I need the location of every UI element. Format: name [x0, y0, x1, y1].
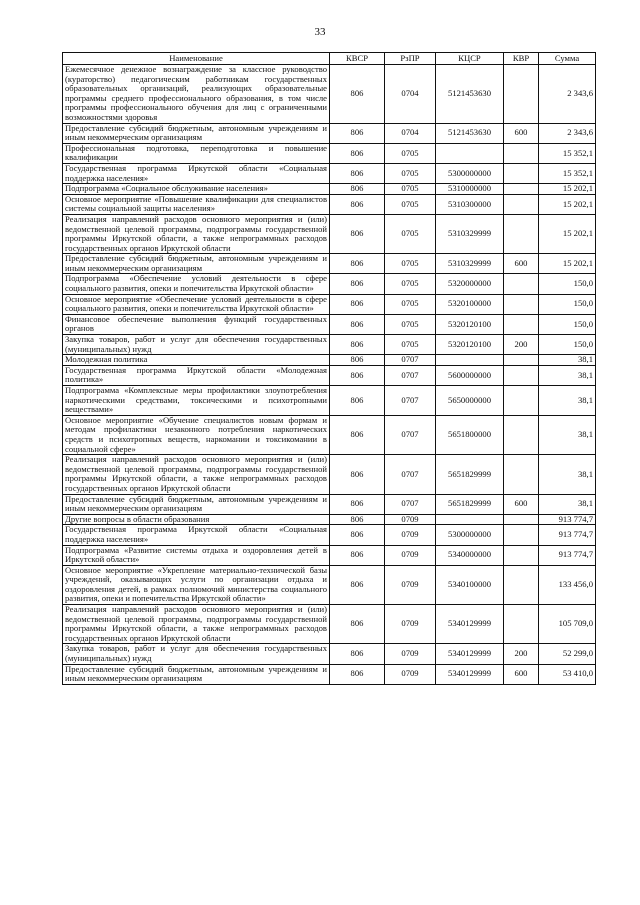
- kcsr-cell: 5650000000: [436, 386, 504, 416]
- rzpr-cell: 0705: [385, 184, 436, 195]
- table-row: [63, 545, 596, 565]
- header-name: Наименование: [63, 53, 330, 65]
- header-sum: Сумма: [539, 53, 596, 65]
- row-name-cell: Молодежная политика: [63, 355, 330, 366]
- kvsr-cell: 806: [330, 184, 385, 195]
- header-rzpr: РзПР: [385, 53, 436, 65]
- rzpr-cell: 0705: [385, 274, 436, 294]
- kvsr-cell: 806: [330, 365, 385, 385]
- row-name-cell: Реализация направлений расходов основного мероприятия и (или) ведомственной целевой программы, подпрограммы государственной программы Иркутской области, а также непрограммных расходов государственных органов Иркутской области: [63, 605, 330, 644]
- rzpr-cell: 0709: [385, 664, 436, 684]
- rzpr-cell: 0709: [385, 545, 436, 565]
- kvsr-cell: 806: [330, 644, 385, 664]
- kcsr-cell: 5320120100: [436, 335, 504, 355]
- row-name-cell: Основное мероприятие «Обучение специалистов новым формам и методам профилактики незаконного потребления наркотических средств и психотропных веществ, наркомании и токсикомании в социальной сфере»: [63, 415, 330, 454]
- table-row: [63, 525, 596, 545]
- kvr-cell: [504, 194, 539, 214]
- row-name-cell: Основное мероприятие «Укрепление материально-технической базы учреждений, оказывающих услуги по организации отдыха и оздоровления детей, в рамках полномочий министерства социального развития, опеки и попечительства Иркутской области»: [63, 565, 330, 604]
- kcsr-cell: [436, 143, 504, 163]
- table-row: [63, 455, 596, 494]
- kcsr-cell: 5300000000: [436, 525, 504, 545]
- kvsr-cell: 806: [330, 214, 385, 253]
- table-header-row: [63, 53, 596, 65]
- kvr-cell: 600: [504, 664, 539, 684]
- table-row: [63, 365, 596, 385]
- kvr-cell: [504, 294, 539, 314]
- kvr-cell: [504, 386, 539, 416]
- kcsr-cell: [436, 514, 504, 525]
- sum-cell: 15 202,1: [539, 254, 596, 274]
- kcsr-cell: 5310329999: [436, 214, 504, 253]
- kvr-cell: [504, 565, 539, 604]
- rzpr-cell: 0705: [385, 214, 436, 253]
- sum-cell: 913 774,7: [539, 514, 596, 525]
- rzpr-cell: 0709: [385, 605, 436, 644]
- row-name-cell: Закупка товаров, работ и услуг для обеспечения государственных (муниципальных) нужд: [63, 644, 330, 664]
- kvr-cell: [504, 545, 539, 565]
- header-kcsr: КЦСР: [436, 53, 504, 65]
- row-name-cell: Предоставление субсидий бюджетным, автономным учреждениям и иным некоммерческим организациям: [63, 494, 330, 514]
- table-body: [63, 65, 596, 685]
- kcsr-cell: 5600000000: [436, 365, 504, 385]
- kvsr-cell: 806: [330, 455, 385, 494]
- table-row: [63, 565, 596, 604]
- kcsr-cell: 5310300000: [436, 194, 504, 214]
- kcsr-cell: 5651800000: [436, 415, 504, 454]
- row-name-cell: Предоставление субсидий бюджетным, автономным учреждениям и иным некоммерческим организациям: [63, 123, 330, 143]
- sum-cell: 15 352,1: [539, 163, 596, 183]
- kvsr-cell: 806: [330, 386, 385, 416]
- sum-cell: 38,1: [539, 415, 596, 454]
- rzpr-cell: 0709: [385, 514, 436, 525]
- rzpr-cell: 0705: [385, 143, 436, 163]
- table-row: [63, 355, 596, 366]
- row-name-cell: Ежемесячное денежное вознаграждение за классное руководство (кураторство) педагогическим работникам государственных образовательных организаций, реализующих образовательные программы среднего профессионального образования, в том числе программы профессионального обучения для лиц с ограниченными возможностями здоровья: [63, 65, 330, 124]
- rzpr-cell: 0707: [385, 415, 436, 454]
- table-row: [63, 184, 596, 195]
- rzpr-cell: 0707: [385, 455, 436, 494]
- rzpr-cell: 0705: [385, 163, 436, 183]
- kcsr-cell: 5320100000: [436, 294, 504, 314]
- kvsr-cell: 806: [330, 565, 385, 604]
- kvr-cell: 600: [504, 494, 539, 514]
- row-name-cell: Государственная программа Иркутской области «Социальная поддержка населения»: [63, 163, 330, 183]
- sum-cell: 133 456,0: [539, 565, 596, 604]
- kvsr-cell: 806: [330, 605, 385, 644]
- kvr-cell: 600: [504, 123, 539, 143]
- sum-cell: 52 299,0: [539, 644, 596, 664]
- kvsr-cell: 806: [330, 143, 385, 163]
- row-name-cell: Другие вопросы в области образования: [63, 514, 330, 525]
- table-row: [63, 194, 596, 214]
- sum-cell: 2 343,6: [539, 65, 596, 124]
- kcsr-cell: 5121453630: [436, 123, 504, 143]
- rzpr-cell: 0707: [385, 494, 436, 514]
- row-name-cell: Основное мероприятие «Повышение квалификации для специалистов системы социальной защиты населения»: [63, 194, 330, 214]
- kvsr-cell: 806: [330, 314, 385, 334]
- rzpr-cell: 0709: [385, 644, 436, 664]
- row-name-cell: Основное мероприятие «Обеспечение условий деятельности в сфере социального развития, опеки и попечительства Иркутской области»: [63, 294, 330, 314]
- table-row: [63, 294, 596, 314]
- rzpr-cell: 0705: [385, 294, 436, 314]
- sum-cell: 38,1: [539, 386, 596, 416]
- rzpr-cell: 0705: [385, 314, 436, 334]
- kvsr-cell: 806: [330, 163, 385, 183]
- kcsr-cell: 5300000000: [436, 163, 504, 183]
- page-number: 33: [314, 26, 326, 38]
- row-name-cell: Государственная программа Иркутской области «Социальная поддержка населения»: [63, 525, 330, 545]
- table-row: [63, 274, 596, 294]
- kcsr-cell: 5651829999: [436, 455, 504, 494]
- sum-cell: 913 774,7: [539, 525, 596, 545]
- kvsr-cell: 806: [330, 415, 385, 454]
- table-row: [63, 514, 596, 525]
- sum-cell: 15 202,1: [539, 184, 596, 195]
- kvr-cell: 200: [504, 644, 539, 664]
- table-row: [63, 494, 596, 514]
- sum-cell: 2 343,6: [539, 123, 596, 143]
- row-name-cell: Предоставление субсидий бюджетным, автономным учреждениям и иным некоммерческим организациям: [63, 254, 330, 274]
- row-name-cell: Предоставление субсидий бюджетным, автономным учреждениям и иным некоммерческим организациям: [63, 664, 330, 684]
- kvsr-cell: 806: [330, 294, 385, 314]
- sum-cell: 15 202,1: [539, 214, 596, 253]
- kcsr-cell: 5340129999: [436, 644, 504, 664]
- kvr-cell: [504, 355, 539, 366]
- kvsr-cell: 806: [330, 355, 385, 366]
- sum-cell: 105 709,0: [539, 605, 596, 644]
- kvsr-cell: 806: [330, 254, 385, 274]
- row-name-cell: Подпрограмма «Обеспечение условий деятельности в сфере социального развития, опеки и попечительства Иркутской области»: [63, 274, 330, 294]
- kvr-cell: 600: [504, 254, 539, 274]
- sum-cell: 38,1: [539, 355, 596, 366]
- sum-cell: 38,1: [539, 494, 596, 514]
- row-name-cell: Подпрограмма «Развитие системы отдыха и оздоровления детей в Иркутской области»: [63, 545, 330, 565]
- table-row: [63, 335, 596, 355]
- kvr-cell: [504, 314, 539, 334]
- budget-table: [62, 52, 596, 685]
- table-row: [63, 415, 596, 454]
- kvsr-cell: 806: [330, 494, 385, 514]
- header-kvr: КВР: [504, 53, 539, 65]
- kcsr-cell: 5121453630: [436, 65, 504, 124]
- kvr-cell: [504, 525, 539, 545]
- kvr-cell: [504, 605, 539, 644]
- kvr-cell: [504, 274, 539, 294]
- kvsr-cell: 806: [330, 274, 385, 294]
- kvr-cell: [504, 143, 539, 163]
- sum-cell: 15 202,1: [539, 194, 596, 214]
- kvr-cell: 200: [504, 335, 539, 355]
- table-row: [63, 664, 596, 684]
- kvsr-cell: 806: [330, 525, 385, 545]
- kcsr-cell: 5340129999: [436, 605, 504, 644]
- kvsr-cell: 806: [330, 545, 385, 565]
- kcsr-cell: [436, 355, 504, 366]
- table-row: [63, 143, 596, 163]
- kvsr-cell: 806: [330, 123, 385, 143]
- rzpr-cell: 0707: [385, 355, 436, 366]
- table-row: [63, 65, 596, 124]
- kcsr-cell: 5320000000: [436, 274, 504, 294]
- kcsr-cell: 5340129999: [436, 664, 504, 684]
- sum-cell: 15 352,1: [539, 143, 596, 163]
- rzpr-cell: 0707: [385, 365, 436, 385]
- table-row: [63, 314, 596, 334]
- row-name-cell: Закупка товаров, работ и услуг для обеспечения государственных (муниципальных) нужд: [63, 335, 330, 355]
- kcsr-cell: 5320120100: [436, 314, 504, 334]
- kvsr-cell: 806: [330, 335, 385, 355]
- sum-cell: 913 774,7: [539, 545, 596, 565]
- table-row: [63, 605, 596, 644]
- rzpr-cell: 0705: [385, 335, 436, 355]
- kcsr-cell: 5310329999: [436, 254, 504, 274]
- rzpr-cell: 0705: [385, 194, 436, 214]
- kcsr-cell: 5651829999: [436, 494, 504, 514]
- rzpr-cell: 0704: [385, 65, 436, 124]
- rzpr-cell: 0709: [385, 525, 436, 545]
- table-row: [63, 254, 596, 274]
- kvsr-cell: 806: [330, 65, 385, 124]
- kvr-cell: [504, 163, 539, 183]
- kvr-cell: [504, 514, 539, 525]
- row-name-cell: Реализация направлений расходов основного мероприятия и (или) ведомственной целевой программы, подпрограммы государственной программы Иркутской области, а также непрограммных расходов государственных органов Иркутской области: [63, 455, 330, 494]
- sum-cell: 150,0: [539, 314, 596, 334]
- kvsr-cell: 806: [330, 664, 385, 684]
- kvr-cell: [504, 365, 539, 385]
- row-name-cell: Подпрограмма «Комплексные меры профилактики злоупотребления наркотическими средствами, токсическими и психотропными веществами»: [63, 386, 330, 416]
- kvsr-cell: 806: [330, 194, 385, 214]
- header-kvsr: КВСР: [330, 53, 385, 65]
- row-name-cell: Государственная программа Иркутской области «Молодежная политика»: [63, 365, 330, 385]
- rzpr-cell: 0709: [385, 565, 436, 604]
- table-row: [63, 644, 596, 664]
- row-name-cell: Подпрограмма «Социальное обслуживание населения»: [63, 184, 330, 195]
- rzpr-cell: 0704: [385, 123, 436, 143]
- kcsr-cell: 5340100000: [436, 565, 504, 604]
- kvr-cell: [504, 455, 539, 494]
- kcsr-cell: 5310000000: [436, 184, 504, 195]
- rzpr-cell: 0707: [385, 386, 436, 416]
- row-name-cell: Профессиональная подготовка, переподготовка и повышение квалификации: [63, 143, 330, 163]
- table-row: [63, 123, 596, 143]
- table-row: [63, 214, 596, 253]
- kvr-cell: [504, 415, 539, 454]
- row-name-cell: Финансовое обеспечение выполнения функций государственных органов: [63, 314, 330, 334]
- table-row: [63, 386, 596, 416]
- kvr-cell: [504, 65, 539, 124]
- row-name-cell: Реализация направлений расходов основного мероприятия и (или) ведомственной целевой программы, подпрограммы государственной программы Иркутской области, а также непрограммных расходов государственных органов Иркутской области: [63, 214, 330, 253]
- sum-cell: 38,1: [539, 455, 596, 494]
- rzpr-cell: 0705: [385, 254, 436, 274]
- kvr-cell: [504, 214, 539, 253]
- sum-cell: 53 410,0: [539, 664, 596, 684]
- sum-cell: 150,0: [539, 274, 596, 294]
- kcsr-cell: 5340000000: [436, 545, 504, 565]
- sum-cell: 38,1: [539, 365, 596, 385]
- sum-cell: 150,0: [539, 335, 596, 355]
- kvr-cell: [504, 184, 539, 195]
- table-row: [63, 163, 596, 183]
- sum-cell: 150,0: [539, 294, 596, 314]
- kvsr-cell: 806: [330, 514, 385, 525]
